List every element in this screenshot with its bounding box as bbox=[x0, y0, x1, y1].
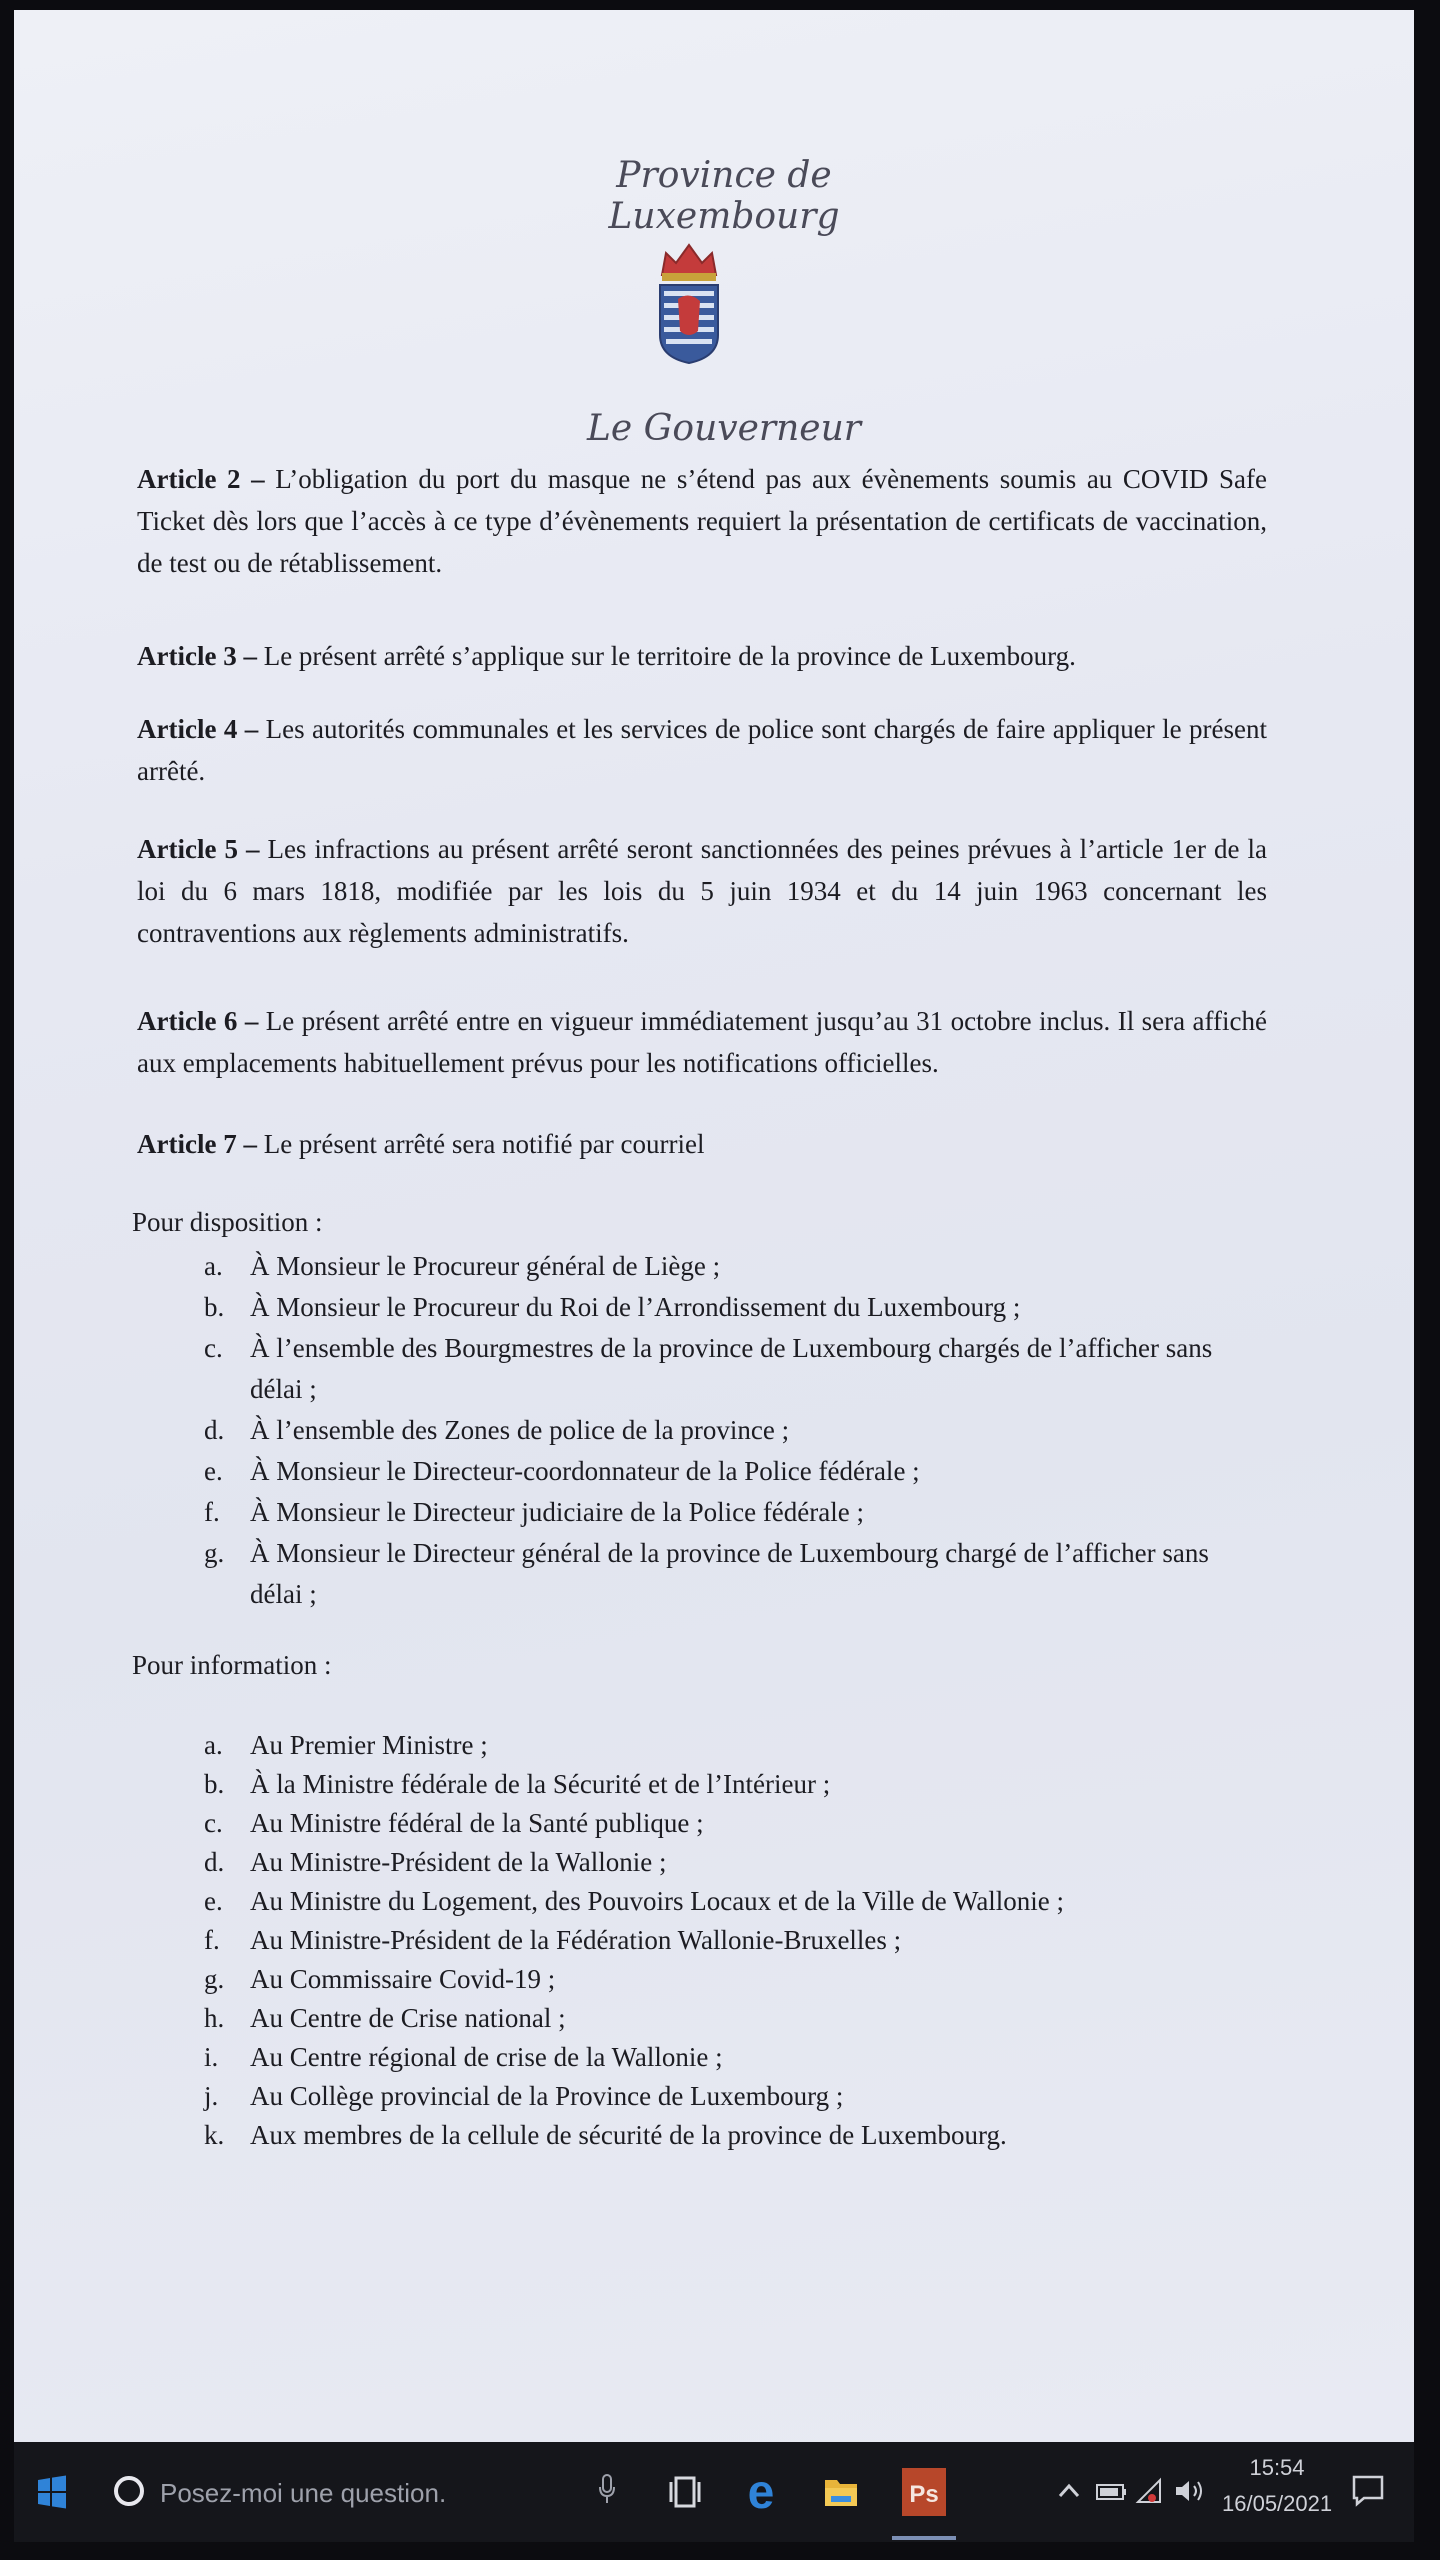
list-text: À Monsieur le Procureur général de Liège ; bbox=[250, 1251, 721, 1281]
list-text: Au Commissaire Covid-19 ; bbox=[250, 1964, 556, 1994]
cortana-icon bbox=[114, 2476, 144, 2506]
article-text: L’obligation du port du masque ne s’étend pas aux évènements soumis au COVID Safe Ticket dès lors que l’accès à ce type d’évènements requiert la présentation de certificats de vaccination, de test ou de rétablissement. bbox=[137, 464, 1267, 578]
search-box[interactable] bbox=[94, 2462, 634, 2522]
list-letter: c. bbox=[204, 1333, 223, 1363]
svg-text:e: e bbox=[747, 2466, 775, 2519]
article-label: Article 5 – bbox=[137, 834, 260, 864]
list-item bbox=[132, 1246, 1267, 1287]
list-text: Au Ministre-Président de la Fédération Wallonie-Bruxelles ; bbox=[250, 1925, 902, 1955]
header-province: Province de Luxembourg bbox=[608, 155, 840, 237]
list-text: Au Ministre-Président de la Wallonie ; bbox=[250, 1847, 667, 1877]
article-label: Article 2 – bbox=[137, 464, 265, 494]
article-6 bbox=[137, 1000, 1267, 1084]
article-2 bbox=[137, 458, 1267, 584]
list-item bbox=[132, 1804, 1267, 1843]
clock-date: 16/05/2021 bbox=[1222, 2491, 1333, 2516]
battery-icon[interactable] bbox=[1094, 2476, 1130, 2506]
list-letter: a. bbox=[204, 1251, 223, 1281]
header-governor: Le Gouverneur bbox=[586, 408, 861, 449]
list-text: À la Ministre fédérale de la Sécurité et de l’Intérieur ; bbox=[250, 1769, 831, 1799]
article-3 bbox=[137, 635, 1267, 677]
edge-icon[interactable] bbox=[729, 2462, 793, 2522]
list-letter: g. bbox=[204, 1538, 225, 1568]
list-letter: e. bbox=[204, 1456, 223, 1486]
disposition-heading: Pour disposition : bbox=[132, 1207, 323, 1237]
list-letter: i. bbox=[204, 2042, 219, 2072]
list-item bbox=[132, 2077, 1267, 2116]
article-5 bbox=[137, 828, 1267, 954]
list-letter: h. bbox=[204, 2003, 225, 2033]
list-text: Au Centre régional de crise de la Wallonie ; bbox=[250, 2042, 723, 2072]
list-text: Au Centre de Crise national ; bbox=[250, 2003, 566, 2033]
list-item bbox=[132, 1287, 1267, 1328]
coat-of-arms-icon bbox=[654, 235, 724, 365]
list-text: Au Premier Ministre ; bbox=[250, 1730, 488, 1760]
list-text: Aux membres de la cellule de sécurité de la province de Luxembourg. bbox=[250, 2120, 1007, 2150]
list-text: Au Ministre fédéral de la Santé publique ; bbox=[250, 1808, 704, 1838]
list-text: À Monsieur le Procureur du Roi de l’Arrondissement du Luxembourg ; bbox=[250, 1292, 1021, 1322]
list-text: Au Collège provincial de la Province de Luxembourg ; bbox=[250, 2081, 844, 2111]
list-item bbox=[132, 1921, 1267, 1960]
list-letter: j. bbox=[204, 2081, 219, 2111]
list-letter: b. bbox=[204, 1292, 225, 1322]
list-letter: k. bbox=[204, 2120, 225, 2150]
list-item bbox=[132, 1451, 1267, 1492]
article-7 bbox=[137, 1123, 1267, 1165]
list-letter: g. bbox=[204, 1964, 225, 1994]
list-letter: c. bbox=[204, 1808, 223, 1838]
article-label: Article 4 – bbox=[137, 714, 259, 744]
list-item bbox=[132, 1410, 1267, 1451]
article-text: Les autorités communales et les services de police sont chargés de faire appliquer le présent arrêté. bbox=[137, 714, 1267, 786]
svg-text:Ps: Ps bbox=[909, 2481, 939, 2508]
list-letter: a. bbox=[204, 1730, 223, 1760]
network-icon[interactable] bbox=[1134, 2476, 1164, 2506]
article-text: Les infractions au présent arrêté seront sanctionnées des peines prévues à l’article 1er de la loi du 6 mars 1818, modifiée par les lois du 5 juin 1934 et du 14 juin 1963 concernant les contraventions aux règlements administratifs. bbox=[137, 834, 1267, 948]
active-app-indicator bbox=[892, 2536, 956, 2540]
file-explorer-icon[interactable] bbox=[809, 2462, 873, 2522]
list-item bbox=[132, 1765, 1267, 1804]
volume-icon[interactable] bbox=[1172, 2476, 1208, 2506]
list-item bbox=[132, 1492, 1267, 1533]
clock-time: 15:54 bbox=[1249, 2455, 1305, 2480]
list-item bbox=[132, 2116, 1267, 2155]
list-text: À Monsieur le Directeur-coordonnateur de la Police fédérale ; bbox=[250, 1456, 920, 1486]
list-item bbox=[132, 1882, 1267, 1921]
article-text: Le présent arrêté sera notifié par courriel bbox=[256, 1129, 705, 1159]
list-text: À Monsieur le Directeur général de la province de Luxembourg chargé de l’afficher sans délai ; bbox=[250, 1538, 1209, 1609]
notification-icon[interactable] bbox=[1350, 2472, 1386, 2508]
search-input[interactable]: Posez-moi une question. bbox=[160, 2478, 447, 2508]
article-label: Article 6 – bbox=[137, 1006, 259, 1036]
taskbar bbox=[14, 2442, 1414, 2542]
list-letter: d. bbox=[204, 1415, 225, 1445]
information-list bbox=[132, 1726, 1267, 2155]
list-letter: d. bbox=[204, 1847, 225, 1877]
article-label: Article 7 – bbox=[137, 1129, 257, 1159]
list-letter: b. bbox=[204, 1769, 225, 1799]
article-text: Le présent arrêté s’applique sur le territoire de la province de Luxembourg. bbox=[256, 641, 1076, 671]
information-heading: Pour information : bbox=[132, 1650, 332, 1680]
task-view-icon[interactable] bbox=[654, 2462, 718, 2522]
list-item bbox=[132, 1533, 1267, 1615]
microphone-icon[interactable] bbox=[599, 2474, 615, 2504]
windows-start-icon bbox=[24, 2464, 80, 2520]
document-page bbox=[14, 10, 1414, 2442]
list-letter: e. bbox=[204, 1886, 223, 1916]
article-4 bbox=[137, 708, 1267, 792]
article-text: Le présent arrêté entre en vigueur immédiatement jusqu’au 31 octobre inclus. Il sera affiché aux emplacements habituellement prévus pour les notifications officielles. bbox=[137, 1006, 1268, 1078]
chevron-up-icon[interactable] bbox=[1054, 2476, 1084, 2506]
clock[interactable] bbox=[1222, 2450, 1332, 2522]
monitor-screen bbox=[14, 10, 1414, 2442]
article-label: Article 3 – bbox=[137, 641, 257, 671]
list-item bbox=[132, 1960, 1267, 1999]
list-item bbox=[132, 1999, 1267, 2038]
list-text: Au Ministre du Logement, des Pouvoirs Locaux et de la Ville de Wallonie ; bbox=[250, 1886, 1065, 1916]
list-item bbox=[132, 2038, 1267, 2077]
list-item bbox=[132, 1843, 1267, 1882]
list-text: À l’ensemble des Bourgmestres de la province de Luxembourg chargés de l’afficher sans délai ; bbox=[250, 1333, 1213, 1404]
powerpoint-icon[interactable] bbox=[892, 2462, 956, 2522]
list-letter: f. bbox=[204, 1925, 220, 1955]
list-item bbox=[132, 1328, 1267, 1410]
list-item bbox=[132, 1726, 1267, 1765]
list-text: À Monsieur le Directeur judiciaire de la Police fédérale ; bbox=[250, 1497, 864, 1527]
list-letter: f. bbox=[204, 1497, 220, 1527]
disposition-list bbox=[132, 1246, 1267, 1615]
start-button[interactable] bbox=[24, 2464, 80, 2520]
list-text: À l’ensemble des Zones de police de la province ; bbox=[250, 1415, 790, 1445]
